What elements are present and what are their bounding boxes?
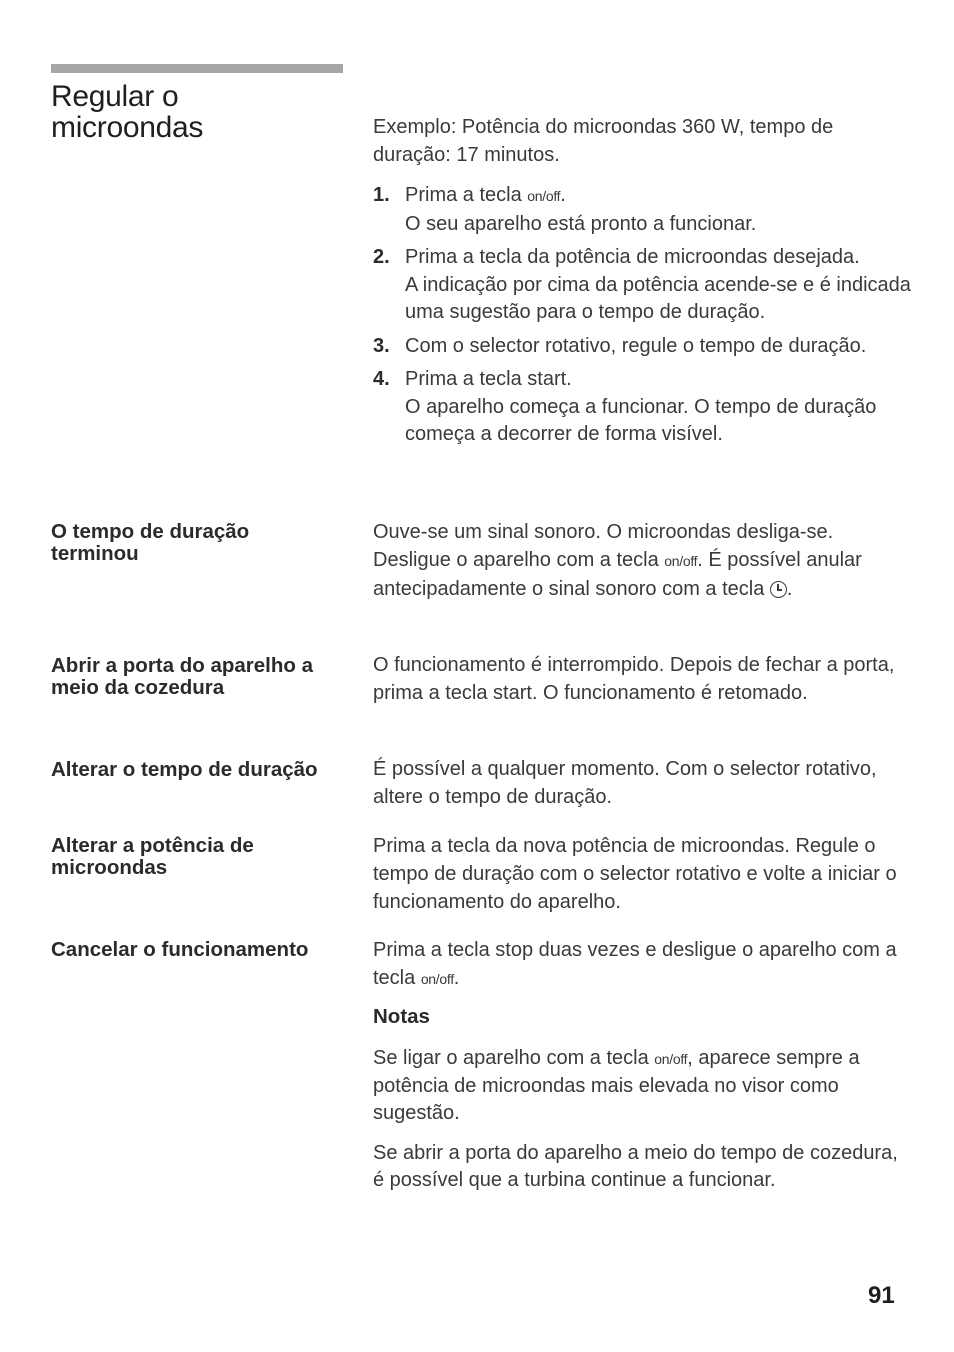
step-4: 4. Prima a tecla start. O aparelho começa a funcionar. O tempo de duração começa a decorrer de forma visível. <box>373 368 877 445</box>
steps-list <box>373 182 913 455</box>
page-title: Regular o microondas <box>51 80 204 144</box>
step-1: 1. Prima a tecla on/off. O seu aparelho está pronto a funcionar. <box>373 184 757 235</box>
section-heading-change-duration: Alterar o tempo de duração <box>51 758 318 781</box>
section-heading-change-power: Alterar a potência de microondas <box>51 834 254 879</box>
clock-icon <box>770 581 787 598</box>
intro-paragraph: Exemplo: Potência do microondas 360 W, tempo de duração: 17 minutos. <box>373 116 834 166</box>
onoff-key-label: on/off <box>527 188 561 204</box>
note-paragraph-2: Se abrir a porta do aparelho a meio do tempo de cozedura, é possível que a turbina continue a funcionar. <box>373 1142 898 1191</box>
step-2: 2. Prima a tecla da potência de microondas desejada. A indicação por cima da potência acende-se e é indicada uma sugestão para o tempo de duração. <box>373 246 911 323</box>
section-heading-duration-ended: O tempo de duração terminou <box>51 520 250 565</box>
onoff-key-label: on/off <box>664 553 698 569</box>
title-rule <box>51 64 343 73</box>
section-heading-open-door: Abrir a porta do aparelho a meio da cozedura <box>51 654 313 699</box>
page-number: 91 <box>868 1282 895 1309</box>
onoff-key-label: on/off <box>420 971 454 987</box>
section-text-duration-ended: Ouve-se um sinal sonoro. O microondas desliga-se. Desligue o aparelho com a tecla on/off. É possível anular antecipadamente o sinal sonoro com a tecla . <box>373 521 862 600</box>
note-paragraph-1: Se ligar o aparelho com a tecla on/off, aparece sempre a potência de microondas mais elevada no visor como sugestão. <box>373 1047 860 1124</box>
notes-heading: Notas <box>373 1005 430 1028</box>
section-text-change-power: Prima a tecla da nova potência de microondas. Regule o tempo de duração com o selector rotativo e volte a iniciar o funcionamento do aparelho. <box>373 835 897 913</box>
section-text-change-duration: É possível a qualquer momento. Com o selector rotativo, altere o tempo de duração. <box>373 758 877 808</box>
step-3: 3. Com o selector rotativo, regule o tempo de duração. <box>373 334 867 357</box>
onoff-key-label: on/off <box>654 1051 688 1067</box>
section-text-cancel: Prima a tecla stop duas vezes e desligue o aparelho com a tecla on/off. <box>373 939 897 989</box>
section-text-open-door: O funcionamento é interrompido. Depois de fechar a porta, prima a tecla start. O funcionamento é retomado. <box>373 654 895 704</box>
section-heading-cancel: Cancelar o funcionamento <box>51 938 309 961</box>
